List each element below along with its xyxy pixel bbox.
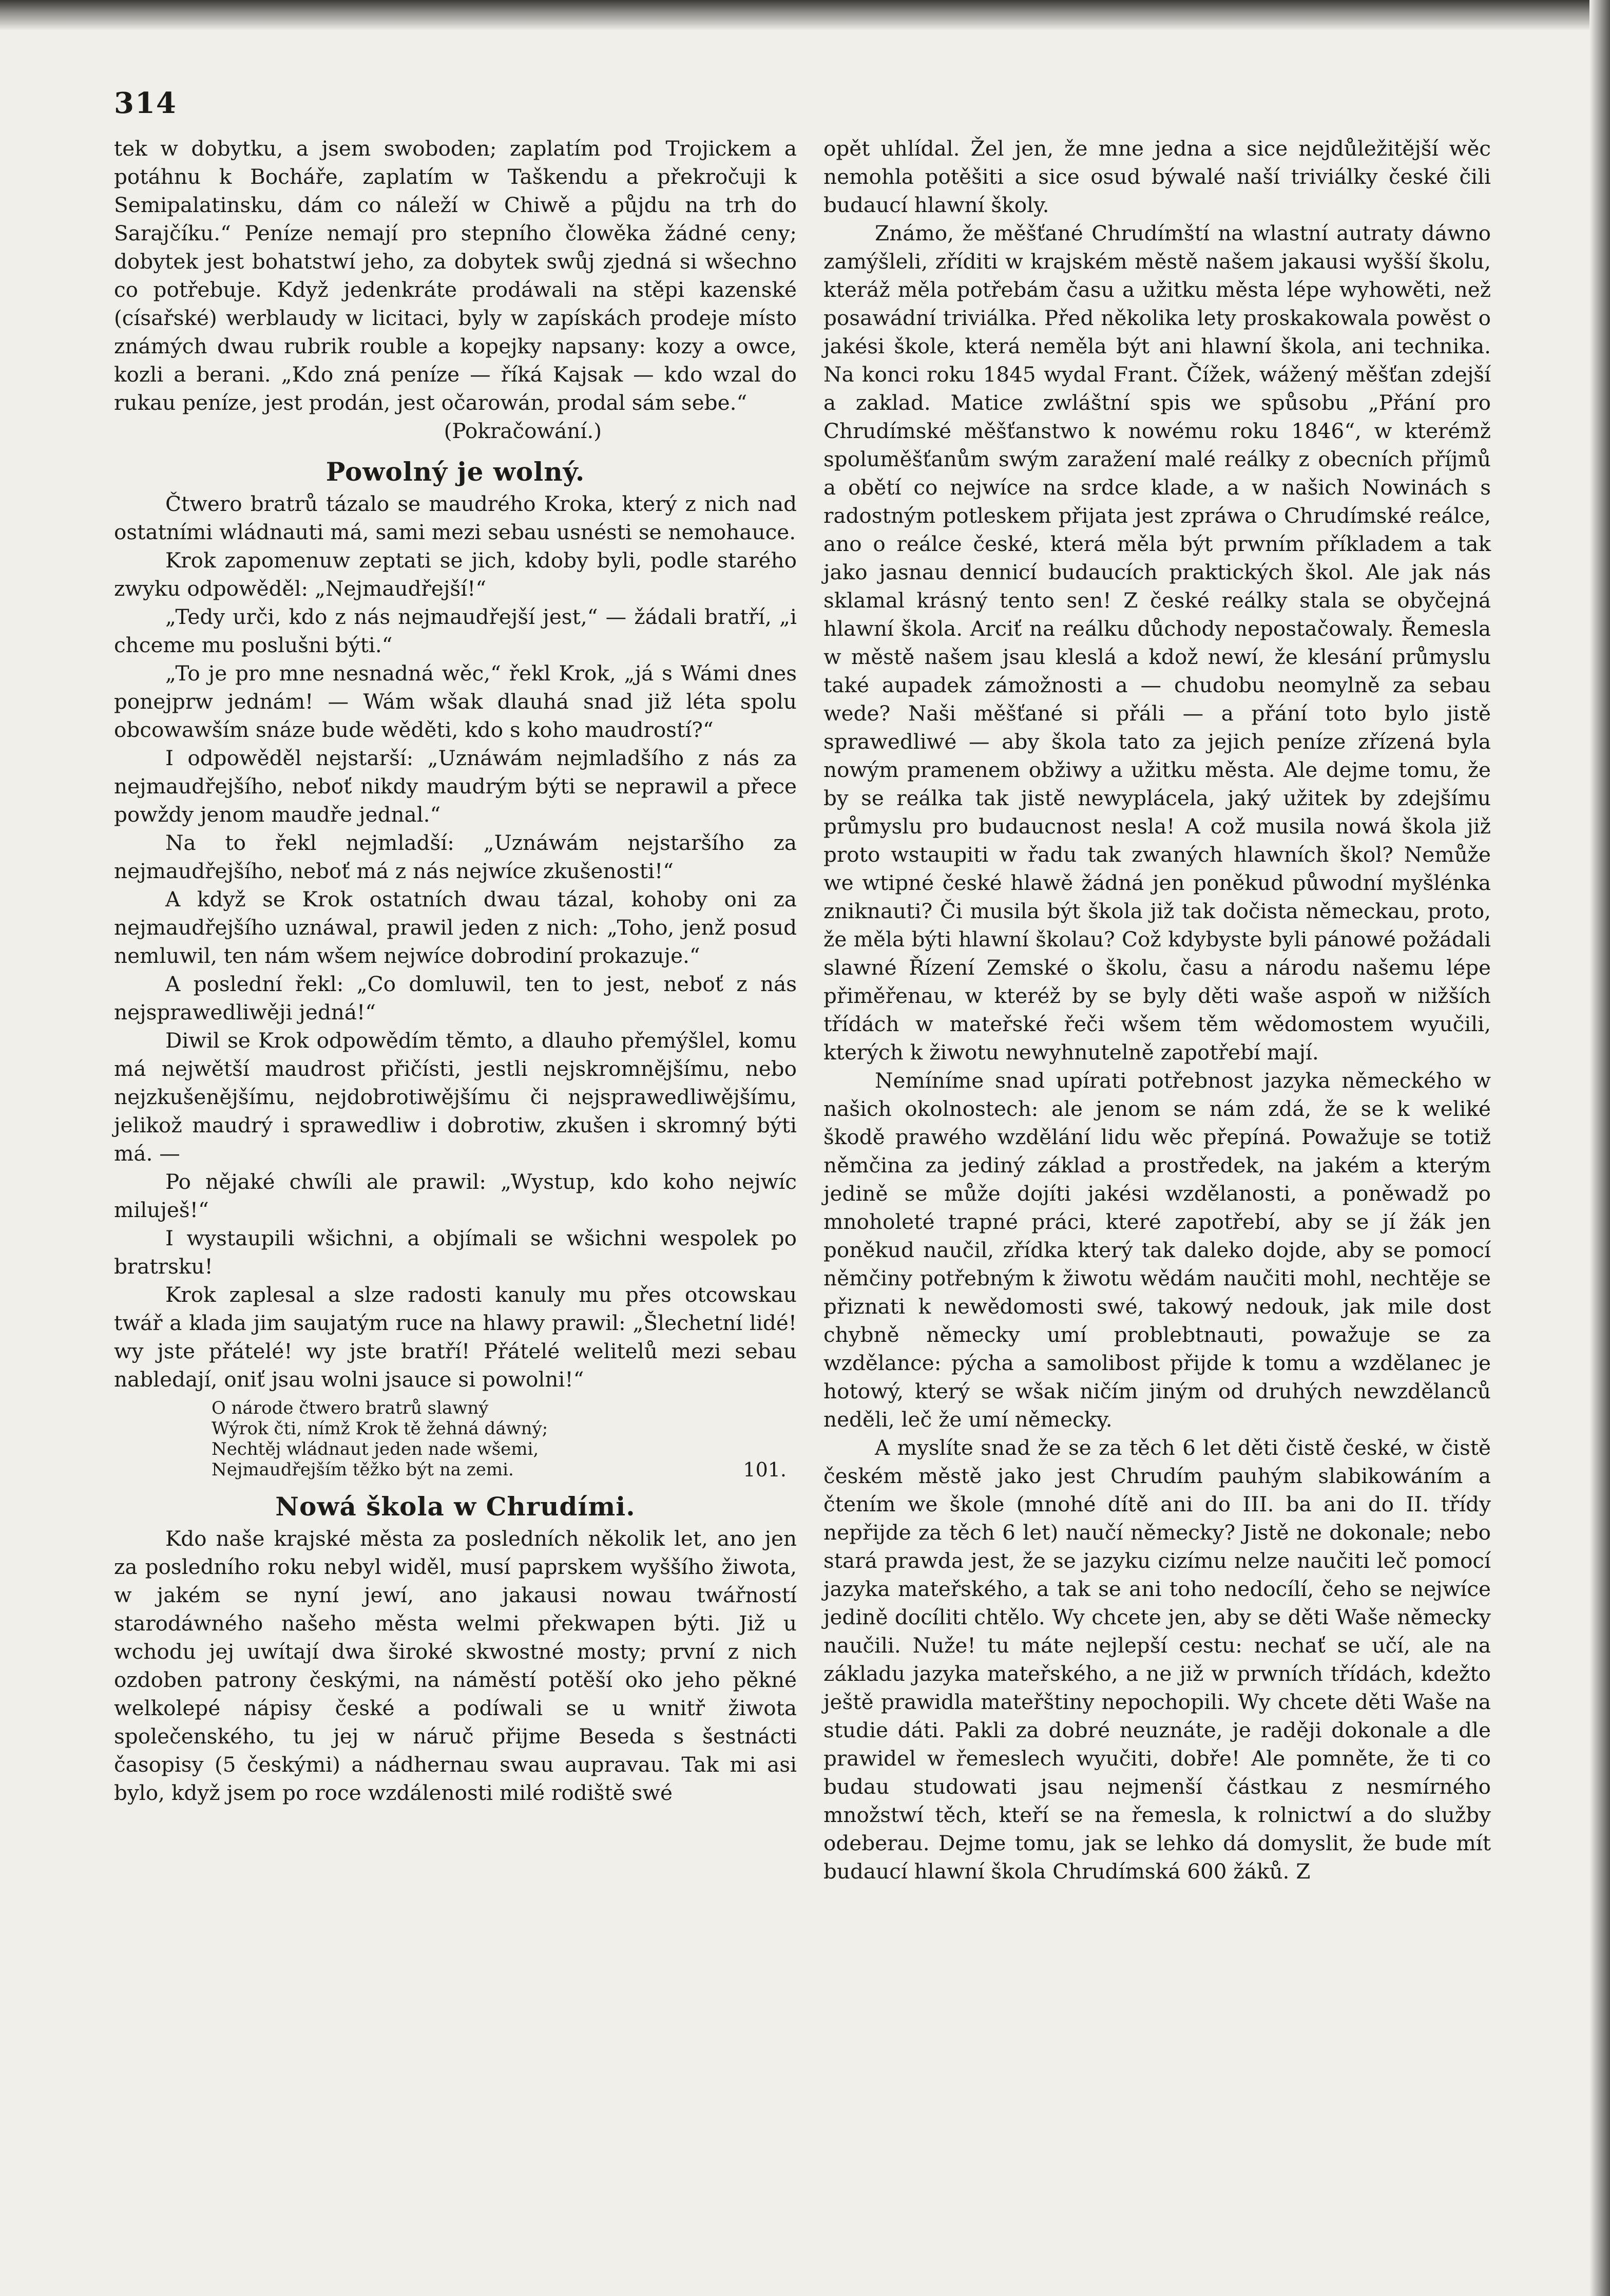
article-paragraph: Známo, že měšťané Chrudímští na wlastní autraty dáwno zamýšleli, zříditi w krajském městě našem jakausi wyšší školu, kteráž měla potřebám času a užitku města lépe wyhowěti, než posawádní triviálka. Před několika lety proskakowala powěst o jakési škole, která neměla být ani hlawní škola, ani technika. Na konci roku 1845 wydal Frant. Čížek, wážený měšťan zdejší a zaklad. Matice zwláštní spis we spůsobu „Přání pro Chrudímské měšťanstwo k nowému roku 1846“, w kterémž spoluměšťanům swým zaražení malé reálky z obecních příjmů a obětí co nejwíce na srdce klade, a w našich Nowinách s radostným potleskem přijata jest zpráwa o Chrudímské reálce, ano o reálce české, která měla být prwním příkladem a tak jako jasnau dennicí budaucích praktických škol. Ale jak nás sklamal krásný tento sen! Z české reálky stala se obyčejná hlawní škola. Arciť na reálku důchody nepostačowaly. Řemesla w městě našem jsau kleslá a kdož newí, že klesání průmyslu také aupadek zámožnosti a — chudobu neomylně za sebau wede? Naši měšťané si přáli — a přání toto bylo jistě sprawedliwé — aby škola tato za jejich peníze zřízená byla nowým pramenem obžiwy a užitku města. Ale dejme tomu, že by se reálka tak jistě newyplácela, jaký užitek by zdejšímu průmyslu pro budaucnost nesla! A což musila nowá škola již proto wstaupiti w řadu tak zwaných hlawních škol? Nemůže we wtipné české hlawě žádná jen poněkud půwodní myšlénka zniknauti? Či musila být škola již tak dočista německau, proto, že měla býti hlawní školau? Což kdybyste byli pánowé požádali slawné Řízení Zemské o školu, času a národu našemu lépe přiměřenau, w kteréž by se byly děti waše aspoň w nižších třídách w mateřské řeči wšem těm wědomostem wyučili, kterých k žiwotu newyhnutelně zapotřebí mají. [823, 221, 1491, 1065]
story-paragraph: I wystaupili wšichni, a objímali se wšichni wespolek po bratrsku! [114, 1226, 797, 1279]
scan-shadow-right [1589, 0, 1610, 2296]
story-paragraph: Krok zapomenuw zeptati se jich, kdoby byli, podle starého zwyku odpowěděl: „Nejmaudřejší!“ [114, 548, 797, 601]
verse-block [212, 1398, 797, 1480]
story-paragraph: A když se Krok ostatních dwau tázal, kohoby oni za nejmaudřejšího uznáwal, prawil jeden z nich: „Toho, jenž posud nemluwil, ten nám wšem nejwíce dobrodiní prokazuje.“ [114, 887, 797, 968]
story-paragraph: „To je pro mne nesnadná wěc,“ řekl Krok, „já s Wámi dnes ponejprw jednám! — Wám wšak dlauhá snad již léta spolu obcowawším snáze bude wěděti, kdo s koho maudrostí?“ [114, 661, 797, 742]
article-paragraph: Nemíníme snad upírati potřebnost jazyka německého w našich okolnostech: ale jenom se nám zdá, že se k weliké škodě prawého wzdělání lidu wěc přepíná. Powažuje se totiž němčina za jediný základ a prostředek, na jakém a kterým jedině se může dojíti jakési wzdělanosti, a poněwadž po mnoholeté trapné práci, které zapotřebí, aby se jí žák jen poněkud naučil, zřídka který tak daleko dojde, aby se pomocí němčiny potřebným k žiwotu wědám naučiti mohl, nechtěje se přiznati k newědomosti swé, takowý nedouk, jak mile dost chybně německy umí problebtnauti, powažuje se za wzdělance: pýcha a samolibost přijde k tomu a wzdělanec je hotowý, který se wšak ničím jiným od druhých newzdělanců neděli, leč že umí německy. [823, 1068, 1491, 1432]
section-heading: Nowá škola w Chrudími. [275, 1491, 636, 1522]
section-heading: Powolný je wolný. [325, 457, 585, 487]
story-paragraph: Po nějaké chwíli ale prawil: „Wystup, kdo koho nejwíc miluješ!“ [114, 1169, 797, 1222]
page-number: 314 [114, 86, 177, 120]
verse-number: 101. [743, 1458, 787, 1481]
article-paragraph: opět uhlídal. Žel jen, že mne jedna a sice nejdůležitější wěc nemohla potěšiti a sice osud býwalé naší triviálky české čili budaucí hlawní školy. [823, 136, 1491, 217]
scan-shadow-top [0, 0, 1610, 31]
article-paragraph: A myslíte snad že se za těch 6 let děti čistě české, w čistě českém městě jako jest Chrudím pauhým slabikowáním a čtením we škole (mnohé dítě ani do III. ba ani do II. třídy nepřijde za těch 6 let) naučí německy? Jistě ne dokonale; nebo stará prawda jest, že se jazyku cizímu nelze naučiti leč pomocí jazyka mateřského, a tak se ani toho nedocílí, čeho se nejwíce jedině docíliti chtělo. Wy chcete jen, aby se děti Waše německy naučili. Nuže! tu máte nejlepší cestu: nechať se učí, ale na základu jazyka mateřského, a ne již w prwních třídách, kdežto ještě prawidla mateřštiny nepochopili. Wy chcete děti Waše na studie dáti. Pakli za dobré neuznáte, je raději dokonale a dle prawidel w řemeslech wyučiti, dobře! Ale pomněte, že ti co budau studowati jsau nejmenší částkau z nesmírného množstwí těch, kteří se na řemesla, k rolnictwí a do služby odeberau. Dejme tomu, jak se lehko dá domyslit, že bude mít budaucí hlawní škola Chrudímská 600 žáků. Z [823, 1435, 1491, 1884]
story-paragraph: Diwil se Krok odpowědím těmto, a dlauho přemýšlel, komu má nejwětší maudrost přičísti, jestli nejskromnějšímu, nebo nejzkušenějšímu, nejdobrotiwějšímu či nejsprawedliwějšímu, jelikož maudrý i sprawedliw i dobrotiw, zkušen i skromný býti má. — [114, 1028, 797, 1166]
continued-paragraph: tek w dobytku, a jsem swoboden; zaplatím pod Trojickem a potáhnu k Bocháře, zaplatím w Taškendu a překročuji k Semipalatinsku, dám co náleží w Chiwě a půjdu na trh do Sarajčíku.“ Peníze nemají pro stepního člowěka žádné ceny; dobytek jest bohatstwí jeho, za dobytek swůj zjedná si wšechno co potřebuje. Když jedenkráte prodáwali na stěpi kazenské (císařské) werblaudy w licitaci, byly w zapískách prodeje místo známých dwau rubrik rouble a kopejky napsany: kozy a owce, kozli a berani. „Kdo zná peníze — říká Kajsak — kdo wzal do rukau peníze, jest prodán, jest očarowán, prodal sám sebe.“ [114, 136, 797, 415]
verse-line: Nechtěj wládnaut jeden nade wšemi, [212, 1439, 539, 1459]
story-paragraph: Čtwero bratrů tázalo se maudrého Kroka, který z nich nad ostatními wládnauti má, sami mezi sebau usnésti se nemohauce. [114, 491, 797, 544]
story-paragraph: A poslední řekl: „Co domluwil, ten to jest, neboť z nás nejsprawedliwěji jedná!“ [114, 972, 797, 1024]
verse-line: Wýrok čti, nímž Krok tě žehná dáwný; [212, 1418, 548, 1439]
story-paragraph: Na to řekl nejmladší: „Uznáwám nejstaršího za nejmaudřejšího, neboť má z nás nejwíce zkušenosti!“ [114, 830, 797, 883]
verse-line: O národe čtwero bratrů slawný [212, 1398, 489, 1418]
story-paragraph: I odpowěděl nejstarší: „Uznáwám nejmladšího z nás za nejmaudřejšího, neboť nikdy maudrým býti se neprawil a přece powždy jenom maudře jednal.“ [114, 746, 797, 827]
left-column [114, 135, 797, 1807]
right-column [823, 135, 1491, 1886]
story-paragraph: Krok zaplesal a slze radosti kanuly mu přes otcowskau twář a klada jim saujatým ruce na hlawy prawil: „Šlechetní lidé! wy jste přátelé! wy jste bratří! Přátelé welitelů mezi sebau nabledají, oniť jsau wolni jsauce si powolni!“ [114, 1282, 797, 1392]
continued-note: (Pokračowání.) [444, 419, 602, 443]
article-paragraph: Kdo naše krajské města za posledních několik let, ano jen za posledního roku nebyl widěl, musí paprskem wyššího žiwota, w jakém se nyní jewí, ano jakausi nowau twářností starodáwného našeho města welmi překwapen býti. Již u wchodu jej uwítají dwa široké skwostné mosty; první z nich ozdoben patrony českými, na náměstí potěší oko jeho pěkné welkolepé nápisy české a podíwali se u wnitř žiwota společenského, tu jej w náruč přijme Beseda s šestnácti časopisy (5 českými) a nádhernau swau aupravau. Tak mi asi bylo, když jsem po roce wzdálenosti milé rodiště swé [114, 1526, 797, 1805]
story-paragraph: „Tedy urči, kdo z nás nejmaudřejší jest,“ — žádali bratří, „i chceme mu poslušni býti.“ [114, 604, 797, 657]
verse-line: Nejmaudřejším těžko být na zemi. [212, 1459, 514, 1480]
